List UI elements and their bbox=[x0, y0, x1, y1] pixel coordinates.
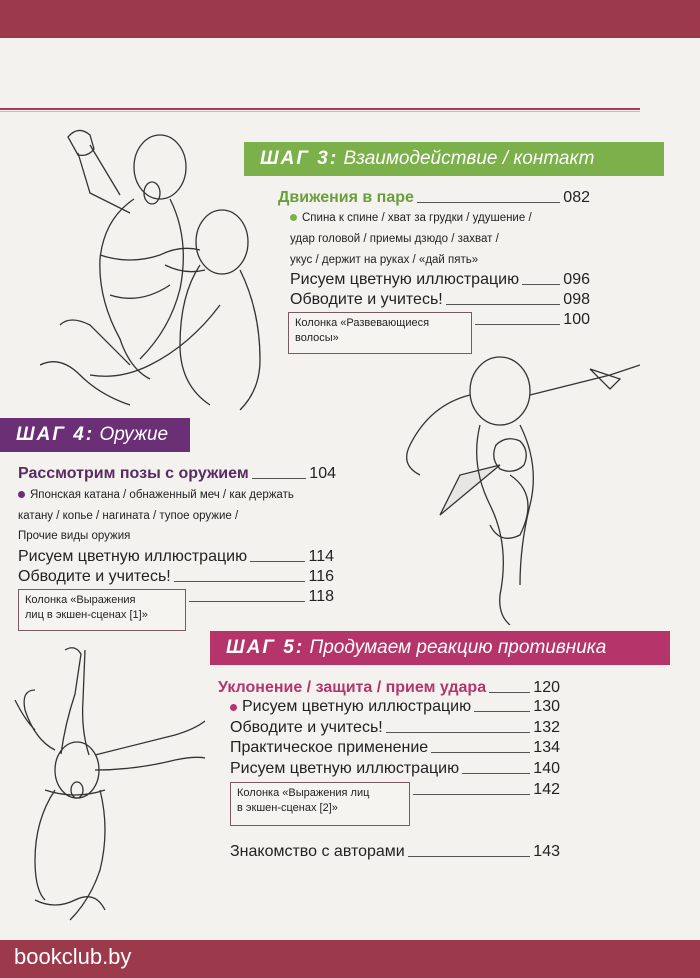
column-box-line: волосы» bbox=[295, 332, 339, 344]
knife-figure-illustration bbox=[400, 355, 640, 625]
toc-entry-page: 120 bbox=[533, 679, 560, 696]
column-box-page-row bbox=[186, 589, 334, 605]
toc-entry-step4-heading[interactable] bbox=[18, 466, 336, 482]
toc-entry-page: 118 bbox=[308, 588, 334, 605]
column-box-page-row bbox=[410, 782, 560, 798]
toc-entry-page: 100 bbox=[563, 311, 590, 328]
step-5-header: ШАГ 5: Продумаем реакцию противника bbox=[210, 631, 670, 665]
toc-entry[interactable] bbox=[290, 292, 590, 308]
toc-entry-step3-heading[interactable] bbox=[278, 190, 590, 206]
leader-dots bbox=[189, 592, 305, 602]
step-3-header: ШАГ 3: Взаимодействие / контакт bbox=[244, 142, 664, 176]
step4-bullet-line-3: Прочие виды оружия bbox=[18, 530, 131, 542]
toc-entry-title: Движения в паре bbox=[278, 189, 414, 206]
bullet-icon bbox=[290, 214, 297, 221]
toc-entry-title: Обводите и учитесь! bbox=[230, 719, 383, 736]
column-box-line: Колонка «Выражения bbox=[25, 594, 136, 606]
toc-entry-page: 130 bbox=[533, 698, 560, 715]
top-divider bbox=[0, 108, 640, 110]
leader-dots bbox=[250, 552, 305, 562]
toc-entry-page: 114 bbox=[308, 548, 334, 565]
column-box-faces-1[interactable] bbox=[18, 589, 186, 631]
step3-bullet-line-3: укус / держит на руках / «дай пять» bbox=[290, 254, 479, 266]
toc-entry[interactable] bbox=[230, 740, 560, 756]
toc-entry-title: Обводите и учитесь! bbox=[18, 568, 171, 585]
toc-entry-page: 116 bbox=[308, 568, 334, 585]
toc-entry-page: 132 bbox=[533, 719, 560, 736]
column-box-line: Колонка «Выражения лиц bbox=[237, 787, 370, 799]
leader-dots bbox=[417, 193, 560, 203]
step4-bullet-line-2: катану / копье / нагината / тупое оружие / bbox=[18, 510, 239, 522]
step3-bullet-line-2: удар головой / приемы дзюдо / захват / bbox=[290, 233, 499, 245]
toc-entry-page: 098 bbox=[563, 291, 590, 308]
toc-entry[interactable] bbox=[18, 549, 334, 565]
toc-entry-step5-heading[interactable] bbox=[218, 680, 560, 696]
top-border-bar bbox=[0, 0, 700, 38]
toc-entry-title: Знакомство с авторами bbox=[230, 843, 405, 860]
toc-entry-page: 143 bbox=[533, 843, 560, 860]
step4-bullet-line-1: Японская катана / обнаженный меч / как держать bbox=[18, 487, 294, 503]
toc-entry-title: Рассмотрим позы с оружием bbox=[18, 465, 249, 482]
column-box-line: в экшен-сценах [2]» bbox=[237, 802, 338, 814]
column-box-line: Колонка «Развевающиеся bbox=[295, 317, 430, 329]
toc-entry-authors[interactable] bbox=[230, 844, 560, 860]
toc-entry-title: Рисуем цветную иллюстрацию bbox=[290, 271, 520, 288]
toc-entry-page: 142 bbox=[533, 781, 560, 798]
column-box-hair[interactable] bbox=[288, 312, 472, 354]
leader-dots bbox=[408, 847, 531, 857]
leader-dots bbox=[252, 469, 307, 479]
top-divider-shadow bbox=[0, 111, 640, 112]
toc-entry[interactable] bbox=[290, 272, 590, 288]
toc-entry-title: Уклонение / защита / прием удара bbox=[218, 679, 487, 696]
toc-entry-title: Рисуем цветную иллюстрацию bbox=[230, 760, 460, 777]
toc-entry-title: Обводите и учитесь! bbox=[290, 291, 443, 308]
step3-bullet-line-1: Спина к спине / хват за грудки / удушение / bbox=[290, 210, 532, 226]
dodging-figure-illustration bbox=[5, 640, 215, 940]
toc-entry-title: Рисуем цветную иллюстрацию bbox=[18, 548, 248, 565]
toc-entry-page: 082 bbox=[563, 189, 590, 206]
leader-dots bbox=[474, 702, 530, 712]
leader-dots bbox=[475, 315, 560, 325]
leader-dots bbox=[489, 683, 530, 693]
leader-dots bbox=[413, 785, 530, 795]
toc-entry-page: 096 bbox=[563, 271, 590, 288]
toc-entry[interactable] bbox=[230, 761, 560, 777]
leader-dots bbox=[174, 572, 306, 582]
column-box-line: лиц в экшен-сценах [1]» bbox=[25, 609, 148, 621]
step-4-header: ШАГ 4: Оружие bbox=[0, 418, 190, 452]
bullet-icon bbox=[230, 704, 237, 711]
column-box-faces-2[interactable] bbox=[230, 782, 410, 826]
toc-entry-page: 134 bbox=[533, 739, 560, 756]
toc-entry[interactable] bbox=[18, 569, 334, 585]
toc-entry[interactable] bbox=[230, 699, 560, 715]
bullet-icon bbox=[18, 491, 25, 498]
toc-entry-title: Практическое применение bbox=[230, 739, 429, 756]
toc-entry-page: 140 bbox=[533, 760, 560, 777]
leader-dots bbox=[446, 295, 561, 305]
leader-dots bbox=[462, 764, 530, 774]
leader-dots bbox=[522, 275, 560, 285]
leader-dots bbox=[386, 723, 531, 733]
toc-entry-page: 104 bbox=[309, 465, 336, 482]
toc-entry-title: Рисуем цветную иллюстрацию bbox=[242, 698, 472, 715]
watermark-text: bookclub.by bbox=[14, 944, 132, 969]
leader-dots bbox=[431, 743, 530, 753]
column-box-page-row bbox=[472, 312, 590, 328]
toc-entry[interactable] bbox=[230, 720, 560, 736]
